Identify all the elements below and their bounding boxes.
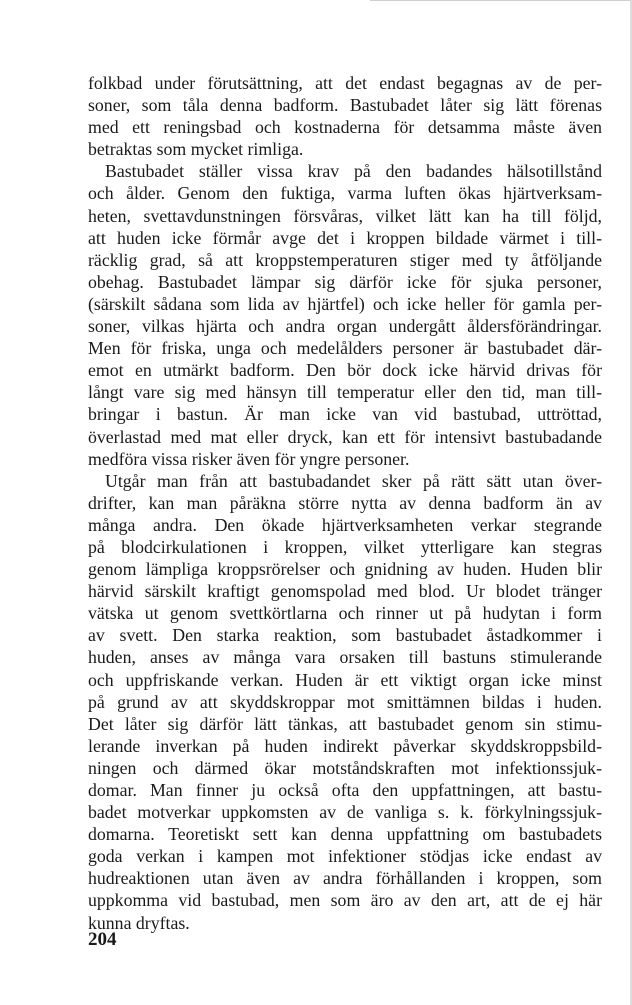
- text-line: folkbad under förutsättning, att det endast begagnas av de per-: [88, 73, 602, 93]
- text-line: vätska ut genom svettkörtlarna och rinner ut på hudytan i form: [88, 603, 602, 624]
- text-line: heten, svettavdunstningen försvåras, vilket lätt kan ha till följd,: [88, 205, 602, 226]
- text-line: Utgår man från att bastubadandet sker på rätt sätt utan över-: [105, 470, 602, 491]
- text-line: badet motverkar uppkomsten av de vanliga s. k. förkylningssjuk-: [88, 802, 602, 823]
- text-line: huden, anses av många vara orsaken till bastuns stimulerande: [88, 647, 602, 668]
- text-line: domarna. Teoretiskt sett kan denna uppfattning om bastubadets: [88, 824, 602, 845]
- text-line: uppkomma vid bastubad, men som äro av den art, att de ej här: [88, 890, 602, 911]
- text-line: överlastad med mat eller dryck, kan ett för intensivt bastubadande: [88, 426, 602, 447]
- text-line: räcklig grad, så att kroppstemperaturen stiger med ty åtföljande: [88, 249, 602, 270]
- text-line: domar. Man finner ju också ofta den uppfattningen, att bastu-: [88, 780, 602, 800]
- text-line: Det låter sig därför lätt tänkas, att bastubadet genom sin stimu-: [88, 713, 602, 734]
- text-line: emot en utmärkt badform. Den bör dock icke härvid drivas för: [88, 360, 602, 381]
- text-line: obehag. Bastubadet lämpar sig därför icke för sjuka personer,: [88, 271, 602, 292]
- text-line: ningen och därmed ökar motståndskraften mot infektionssjuk-: [88, 757, 602, 778]
- text-line: (särskilt sådana som lida av hjärtfel) och icke heller för gamla per-: [88, 293, 602, 314]
- text-line: långt vare sig med hänsyn till temperatur eller den tid, man till-: [88, 382, 602, 403]
- text-line: soner, vilkas hjärta och andra organ undergått åldersförändringar.: [88, 316, 602, 337]
- text-line: med ett reningsbad och kostnaderna för detsamma måste även: [88, 117, 602, 138]
- text-line: och ålder. Genom den fuktiga, varma luften ökas hjärtverksam-: [88, 183, 602, 204]
- text-line: lerande inverkan på huden indirekt påverkar skyddskroppsbild-: [88, 735, 602, 756]
- text-line: kunna dryftas.: [88, 912, 190, 933]
- text-line: hudreaktionen utan även av andra förhållanden i kroppen, som: [88, 868, 602, 889]
- body-text: [88, 72, 602, 934]
- text-line: drifter, kan man påräkna större nytta av denna badform än av: [88, 492, 602, 513]
- text-line: att huden icke förmår avge det i kroppen bildade värmet i till-: [88, 227, 602, 248]
- text-line: genom lämpliga kroppsrörelser och gnidning av huden. Huden blir: [88, 559, 602, 580]
- text-line: bringar i bastun. Är man icke van vid bastubad, uttröttad,: [88, 404, 602, 425]
- page-number: 204: [88, 929, 117, 950]
- text-line: betraktas som mycket rimliga.: [88, 139, 304, 160]
- text-line: och uppfriskande verkan. Huden är ett viktigt organ icke minst: [88, 669, 602, 690]
- text-line: medföra vissa risker även för yngre personer.: [88, 448, 410, 469]
- text-line: av svett. Den starka reaktion, som bastubadet åstadkommer i: [88, 625, 602, 646]
- text-line: soner, som tåla denna badform. Bastubadet låter sig lätt förenas: [88, 95, 602, 116]
- scan-edge-top: [370, 0, 632, 1]
- text-line: Men för friska, unga och medelålders personer är bastubadet där-: [88, 338, 602, 359]
- text-line: många andra. Den ökade hjärtverksamheten verkar stegrande: [88, 514, 602, 535]
- text-line: på blodcirkulationen i kroppen, vilket ytterligare kan stegras: [88, 536, 602, 557]
- text-line: på grund av att skyddskroppar mot smittämnen bildas i huden.: [88, 691, 602, 712]
- text-line: Bastubadet ställer vissa krav på den badandes hälsotillstånd: [105, 161, 602, 182]
- text-line: härvid särskilt kraftigt genomspolad med blod. Ur blodet tränger: [88, 581, 602, 602]
- text-line: goda verkan i kampen mot infektioner stödjas icke endast av: [88, 846, 602, 867]
